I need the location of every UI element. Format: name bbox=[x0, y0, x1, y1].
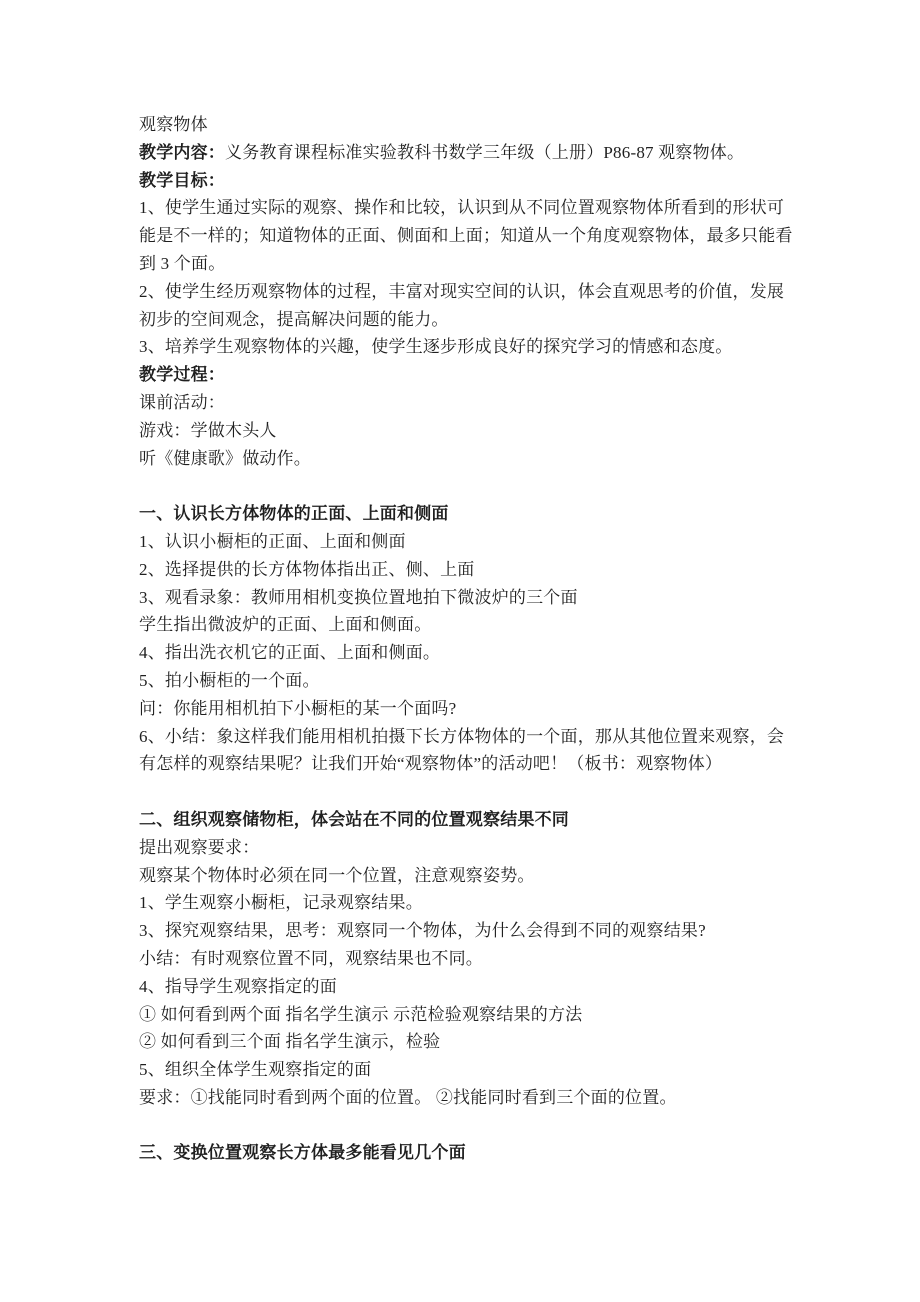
body-text: 4、指出洗衣机它的正面、上面和侧面。 bbox=[139, 643, 441, 663]
blank-line bbox=[139, 1112, 809, 1140]
body-text: 提出观察要求： bbox=[139, 837, 260, 857]
goal-1-line-3 bbox=[139, 250, 809, 278]
blank-line bbox=[139, 778, 809, 806]
section-3-heading bbox=[139, 1139, 809, 1167]
heading-text: 教学过程： bbox=[139, 365, 225, 385]
document-text bbox=[139, 111, 809, 1167]
body-text: 1、学生观察小橱柜，记录观察结果。 bbox=[139, 893, 423, 913]
body-text: 3、观看录象：教师用相机变换位置地拍下微波炉的三个面 bbox=[139, 587, 578, 607]
body-text: 观察某个物体时必须在同一个位置，注意观察姿势。 bbox=[139, 865, 535, 885]
body-text: ① 如何看到两个面 指名学生演示 示范检验观察结果的方法 bbox=[139, 1004, 583, 1024]
game-line bbox=[139, 417, 809, 445]
section-2-item-4-sub-1 bbox=[139, 1001, 809, 1029]
body-text: 6、小结：象这样我们能用相机拍摄下长方体物体的一个面，那从其他位置来观察，会 bbox=[139, 726, 785, 746]
body-text: 到 3 个面。 bbox=[139, 253, 226, 273]
body-text: 5、拍小橱柜的一个面。 bbox=[139, 670, 320, 690]
body-text: 听《健康歌》做动作。 bbox=[139, 448, 311, 468]
body-text: 能是不一样的；知道物体的正面、侧面和上面；知道从一个角度观察物体，最多只能看 bbox=[139, 226, 793, 246]
body-text: 1、认识小橱柜的正面、上面和侧面 bbox=[139, 531, 406, 551]
body-text: 义务教育课程标准实验教科书数学三年级（上册）P86-87 观察物体。 bbox=[225, 142, 745, 162]
heading-text: 一、认识长方体物体的正面、上面和侧面 bbox=[139, 504, 449, 524]
pre-class-activity-line bbox=[139, 389, 809, 417]
body-text: 观察物体 bbox=[139, 115, 208, 134]
blank-line bbox=[139, 472, 809, 500]
body-text: 课前活动： bbox=[139, 392, 225, 412]
section-2-item-4 bbox=[139, 973, 809, 1001]
teaching-process-heading bbox=[139, 361, 809, 389]
section-2-summary bbox=[139, 945, 809, 973]
section-1-heading bbox=[139, 500, 809, 528]
song-line bbox=[139, 445, 809, 473]
goal-1-line-2 bbox=[139, 222, 809, 250]
body-text: 要求：①找能同时看到两个面的位置。 ②找能同时看到三个面的位置。 bbox=[139, 1087, 677, 1107]
section-1-item-4 bbox=[139, 639, 809, 667]
heading-text: 教学内容： bbox=[139, 142, 225, 162]
section-1-question bbox=[139, 695, 809, 723]
section-1-item-6-line-1 bbox=[139, 723, 809, 751]
body-text: 5、组织全体学生观察指定的面 bbox=[139, 1060, 372, 1080]
section-2-item-3 bbox=[139, 917, 809, 945]
section-1-item-2 bbox=[139, 556, 809, 584]
section-1-item-1 bbox=[139, 528, 809, 556]
section-2-requirement-intro bbox=[139, 834, 809, 862]
section-2-item-4-sub-2 bbox=[139, 1028, 809, 1056]
doc-title bbox=[139, 111, 809, 139]
section-2-heading bbox=[139, 806, 809, 834]
section-2-item-1 bbox=[139, 889, 809, 917]
body-text: 学生指出微波炉的正面、上面和侧面。 bbox=[139, 615, 432, 635]
section-1-item-3 bbox=[139, 584, 809, 612]
body-text: 有怎样的观察结果呢？让我们开始“观察物体”的活动吧！（板书：观察物体） bbox=[139, 754, 723, 774]
section-2-item-5 bbox=[139, 1056, 809, 1084]
teaching-content-line bbox=[139, 139, 809, 167]
section-2-requirement bbox=[139, 862, 809, 890]
body-text: 游戏：学做木头人 bbox=[139, 420, 277, 440]
body-text: 3、培养学生观察物体的兴趣，使学生逐步形成良好的探究学习的情感和态度。 bbox=[139, 337, 733, 357]
goal-2-line-1 bbox=[139, 278, 809, 306]
body-text: 初步的空间观念，提高解决问题的能力。 bbox=[139, 309, 449, 329]
heading-text: 二、组织观察储物柜，体会站在不同的位置观察结果不同 bbox=[139, 809, 569, 829]
body-text: 3、探究观察结果，思考：观察同一个物体，为什么会得到不同的观察结果? bbox=[139, 921, 706, 941]
section-1-item-3b bbox=[139, 611, 809, 639]
body-text: 2、使学生经历观察物体的过程，丰富对现实空间的认识，体会直观思考的价值，发展 bbox=[139, 281, 785, 301]
goal-1-line-1 bbox=[139, 194, 809, 222]
teaching-goals-heading bbox=[139, 167, 809, 195]
section-2-item-5-requirements bbox=[139, 1084, 809, 1112]
section-1-item-5 bbox=[139, 667, 809, 695]
body-text: ② 如何看到三个面 指名学生演示，检验 bbox=[139, 1032, 441, 1052]
body-text: 2、选择提供的长方体物体指出正、侧、上面 bbox=[139, 559, 475, 579]
goal-2-line-2 bbox=[139, 306, 809, 334]
heading-text: 三、变换位置观察长方体最多能看见几个面 bbox=[139, 1143, 466, 1163]
goal-3-line bbox=[139, 333, 809, 361]
heading-text: 教学目标： bbox=[139, 170, 225, 190]
section-1-item-6-line-2 bbox=[139, 750, 809, 778]
body-text: 1、使学生通过实际的观察、操作和比较，认识到从不同位置观察物体所看到的形状可 bbox=[139, 198, 785, 218]
body-text: 4、指导学生观察指定的面 bbox=[139, 976, 337, 996]
body-text: 问：你能用相机拍下小橱柜的某一个面吗? bbox=[139, 698, 457, 718]
body-text: 小结：有时观察位置不同，观察结果也不同。 bbox=[139, 948, 483, 968]
